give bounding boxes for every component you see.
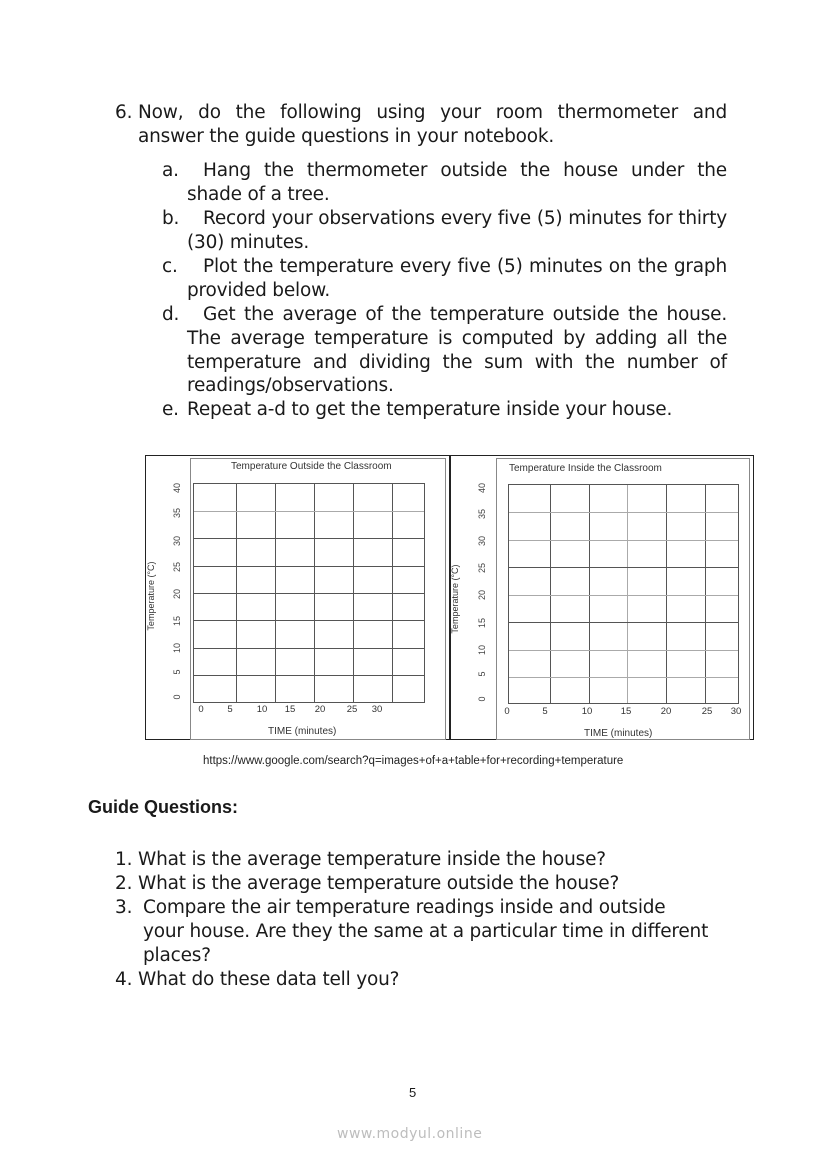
question-3-line2: your house. Are they the same at a particular time in different	[143, 921, 709, 942]
chart-inside-xtick: 0	[504, 706, 510, 717]
step-d-line4: readings/observations.	[187, 375, 394, 396]
step-d-line3: temperature and dividing the sum with the number of	[187, 352, 727, 373]
chart-inside-ytick: 0	[477, 696, 487, 702]
chart-outside-xtick: 25	[346, 704, 358, 715]
step-b-line1: Record your observations every five (5) minutes for thirty	[203, 208, 727, 229]
chart-outside-ytick: 30	[172, 536, 182, 547]
chart-outside-ytick: 25	[172, 562, 182, 573]
question-4-number: 4.	[115, 969, 133, 990]
watermark: www.modyul.online	[337, 1126, 483, 1142]
step-d-line1: Get the average of the temperature outside the house.	[203, 304, 727, 325]
step-b-letter: b.	[162, 208, 180, 229]
activity-number: 6.	[115, 102, 133, 123]
chart-outside-xtick: 5	[227, 704, 233, 715]
step-e-letter: e.	[162, 399, 179, 420]
step-a-letter: a.	[162, 160, 179, 181]
chart-inside-grid	[508, 484, 739, 704]
chart-outside-title: Temperature Outside the Classroom	[231, 461, 392, 472]
chart-inside-ytick: 20	[477, 590, 487, 601]
chart-inside-ytick: 10	[477, 645, 487, 656]
chart-inside-x-axis-label: TIME (minutes)	[584, 728, 653, 739]
question-1-number: 1.	[115, 849, 133, 870]
step-d-line2: The average temperature is computed by adding all the	[187, 328, 727, 349]
step-b-line2: (30) minutes.	[187, 232, 310, 253]
chart-outside-ytick: 20	[172, 589, 182, 600]
chart-inside-ytick: 25	[477, 563, 487, 574]
step-d-letter: d.	[162, 304, 180, 325]
chart-outside-ytick: 0	[172, 694, 182, 700]
image-source-link[interactable]: https://www.google.com/search?q=images+of+a+table+for+recording+temperature	[203, 755, 624, 767]
chart-outside-ytick: 10	[172, 643, 182, 654]
chart-outside-ytick: 35	[172, 508, 182, 519]
chart-outside-x-axis-label: TIME (minutes)	[268, 726, 337, 737]
question-3-line1: Compare the air temperature readings inside and outside	[143, 897, 666, 918]
chart-outside-xtick: 20	[314, 704, 326, 715]
step-e-line1: Repeat a-d to get the temperature inside your house.	[187, 399, 673, 420]
guide-questions-heading: Guide Questions:	[88, 797, 239, 817]
question-1-text: What is the average temperature inside the house?	[138, 849, 606, 870]
chart-inside-frame	[450, 455, 754, 740]
chart-inside-xtick: 15	[620, 706, 632, 717]
chart-inside-ytick: 40	[477, 483, 487, 494]
question-2-number: 2.	[115, 873, 133, 894]
chart-inside-ytick: 5	[477, 671, 487, 677]
chart-inside-ytick: 35	[477, 509, 487, 520]
step-a-line1: Hang the thermometer outside the house under the	[203, 160, 727, 181]
step-c-line2: provided below.	[187, 280, 330, 301]
chart-outside-frame	[145, 455, 450, 740]
chart-inside-y-axis-label: Temperature (°C)	[450, 564, 460, 634]
chart-outside-y-axis-label: Temperature (°C)	[146, 561, 156, 631]
chart-outside-grid	[193, 483, 425, 703]
chart-inside-xtick: 10	[581, 706, 593, 717]
chart-outside-xtick: 30	[371, 704, 383, 715]
chart-inside-xtick: 30	[730, 706, 742, 717]
question-2-text: What is the average temperature outside the house?	[138, 873, 620, 894]
step-c-letter: c.	[162, 256, 178, 277]
step-a-line2: shade of a tree.	[187, 184, 330, 205]
chart-outside-xtick: 0	[198, 704, 204, 715]
chart-outside-ytick: 15	[172, 616, 182, 627]
chart-outside-ytick: 40	[172, 483, 182, 494]
chart-inside-title: Temperature Inside the Classroom	[509, 463, 662, 474]
chart-outside-xtick: 10	[256, 704, 268, 715]
step-c-line1: Plot the temperature every five (5) minutes on the graph	[203, 256, 727, 277]
question-4-text: What do these data tell you?	[138, 969, 400, 990]
chart-inside-ytick: 15	[477, 618, 487, 629]
chart-inside-xtick: 20	[660, 706, 672, 717]
question-3-line3: places?	[143, 945, 211, 966]
page-number: 5	[409, 1085, 417, 1100]
chart-inside-ytick: 30	[477, 536, 487, 547]
chart-outside-ytick: 5	[172, 669, 182, 675]
question-3-number: 3.	[115, 897, 133, 918]
chart-inside-xtick: 5	[542, 706, 548, 717]
activity-intro-line2: answer the guide questions in your notebook.	[138, 126, 555, 147]
chart-outside-xtick: 15	[284, 704, 296, 715]
activity-intro-line1: Now, do the following using your room thermometer and	[138, 102, 727, 123]
chart-inside-xtick: 25	[701, 706, 713, 717]
